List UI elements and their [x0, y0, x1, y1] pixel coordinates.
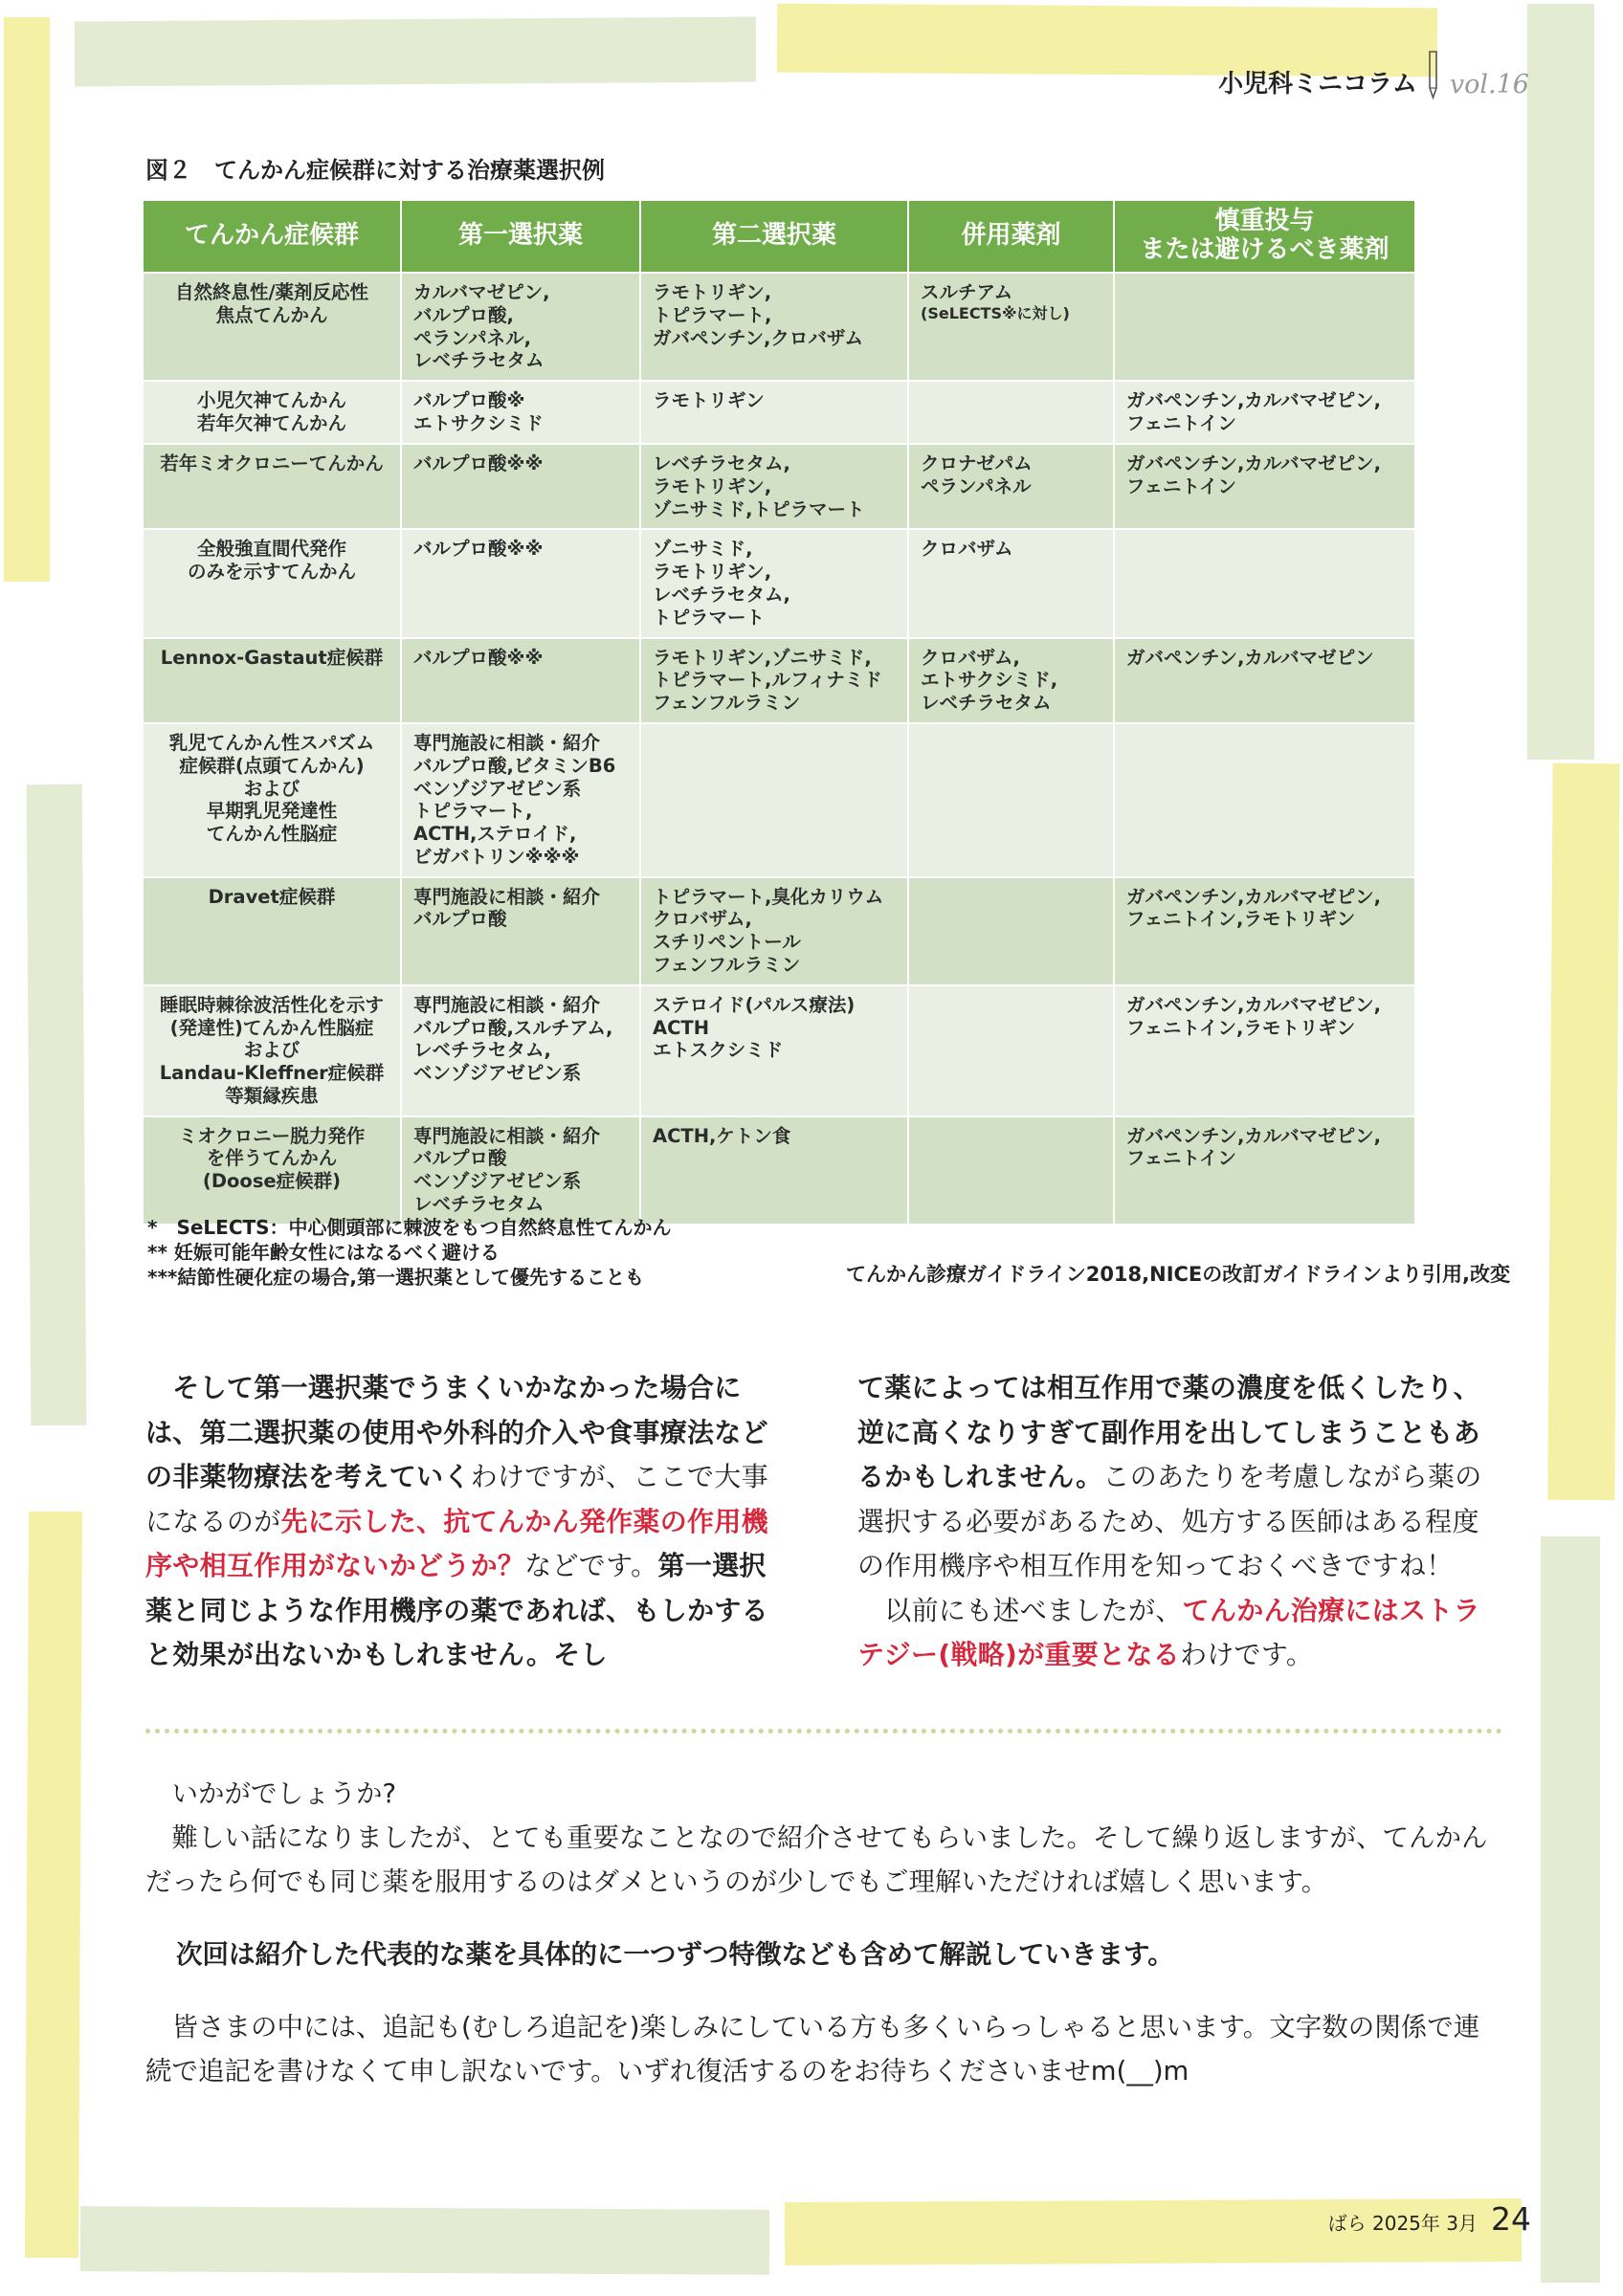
header-first-line: 第一選択薬 [401, 200, 640, 273]
cell-second-line [640, 723, 908, 877]
cell-syndrome: 睡眠時棘徐波活性化を示す (発達性)てんかん性脳症 および Landau-Kleffner症候群 等類縁疾患 [143, 985, 401, 1116]
washi-tape [1547, 763, 1619, 1500]
paragraph: いかがでしょうか? [145, 1778, 397, 1809]
cell-syndrome: 乳児てんかん性スパズム 症候群(点頭てんかん) および 早期乳児発達性 てんかん性脳症 [143, 723, 401, 877]
table-row [143, 877, 1415, 985]
footnote: ***結節性硬化症の場合,第一選択薬として優先することも [147, 1266, 644, 1289]
cell-caution: ガバペンチン,カルバマゼピン, フェニトイン,ラモトリギン [1114, 985, 1415, 1116]
cell-syndrome: 若年ミオクロニーてんかん [143, 444, 401, 529]
paragraph: 皆さまの中には、追記も(むしろ追記を)楽しみにしている方も多くいらっしゃると思います。文字数の関係で連続で追記を書けなくて申し訳ないです。いずれ復活するのをお待ちくださいませm(__)m [145, 2012, 1480, 2086]
cell-caution: ガバペンチン,カルバマゼピン, フェニトイン [1114, 1116, 1415, 1225]
washi-tape [27, 784, 87, 1425]
cell-syndrome: 小児欠神てんかん 若年欠神てんかん [143, 381, 401, 444]
cell-second-line: ラモトリギン,ゾニサミド, トピラマート,ルフィナミド フェンフルラミン [640, 638, 908, 723]
cell-adjunct [908, 381, 1114, 444]
table-row [143, 381, 1415, 444]
cell-adjunct [908, 723, 1114, 877]
cell-caution: ガバペンチン,カルバマゼピン, フェニトイン,ラモトリギン [1114, 877, 1415, 985]
next-issue-note: 次回は紹介した代表的な薬を具体的に一つずつ特徴なども含めて解説していきます。 [176, 1939, 1174, 1970]
washi-tape [75, 17, 756, 87]
cell-second-line: ラモトリギン [640, 381, 908, 444]
cell-second-line: ACTH,ケトン食 [640, 1116, 908, 1225]
washi-tape [80, 2206, 769, 2275]
header-caution: 慎重投与 または避けるべき薬剤 [1114, 200, 1415, 273]
cell-adjunct: クロナゼパム ペランパネル [908, 444, 1114, 529]
pen-icon [1427, 50, 1440, 99]
body-column-right [857, 1366, 1495, 1678]
cell-first-line: バルプロ酸※※ [401, 444, 640, 529]
table-footnotes [147, 1215, 672, 1290]
cell-adjunct: クロバザム, エトサクシミド, レベチラセタム [908, 638, 1114, 723]
cell-syndrome: 全般強直間代発作 のみを示すてんかん [143, 529, 401, 637]
cell-adjunct: クロバザム [908, 529, 1114, 637]
table-row [143, 444, 1415, 529]
dotted-divider [145, 1729, 1502, 1733]
cell-syndrome: 自然終息性/薬剤反応性 焦点てんかん [143, 273, 401, 381]
column-name: 小児科ミニコラム [1218, 70, 1417, 99]
cell-second-line: ゾニサミド, ラモトリギン, レベチラセタム, トピラマート [640, 529, 908, 637]
cell-second-line: トピラマート,臭化カリウム クロバザム, スチリペントール フェンフルラミン [640, 877, 908, 985]
footnote: ** 妊娠可能年齢女性にはなるべく避ける [147, 1241, 500, 1264]
cell-syndrome: ミオクロニー脱力発作 を伴うてんかん (Doose症候群) [143, 1116, 401, 1225]
cell-caution: ガバペンチン,カルバマゼピン, フェニトイン [1114, 444, 1415, 529]
cell-first-line: 専門施設に相談・紹介 バルプロ酸,ビタミンB6 ベンゾジアゼピン系 トピラマート, ACTH,ステロイド, ビガバトリン※※※ [401, 723, 640, 877]
closing-section [145, 1772, 1504, 2093]
cell-adjunct: スルチアム (SeLECTS※に対し) [908, 273, 1114, 381]
cell-caution: ガバペンチン,カルバマゼピン, フェニトイン [1114, 381, 1415, 444]
cell-first-line: 専門施設に相談・紹介 バルプロ酸 ベンゾジアゼピン系 レベチラセタム [401, 1116, 640, 1225]
cell-caution [1114, 529, 1415, 637]
paragraph: て薬によっては相互作用で薬の濃度を低くしたり、逆に高くなりすぎて副作用を出してしまうこともあるかもしれません。このあたりを考慮しながら薬の選択する必要があるため、処方する医師はある程度の作用機序や相互作用を知っておくべきですね！ [857, 1372, 1482, 1581]
table-row [143, 273, 1415, 381]
paragraph: 難しい話になりましたが、とても重要なことなので紹介させてもらいました。そして繰り返しますが、てんかんだったら何でも同じ薬を服用するのはダメというのが少しでもご理解いただければ嬉しく思います。 [145, 1822, 1488, 1897]
cell-adjunct [908, 985, 1114, 1116]
cell-first-line: カルバマゼピン, バルプロ酸, ペランパネル, レベチラセタム [401, 273, 640, 381]
cell-adjunct [908, 1116, 1114, 1225]
cell-second-line: レベチラセタム, ラモトリギン, ゾニサミド,トピラマート [640, 444, 908, 529]
volume-number: vol.16 [1449, 70, 1529, 99]
cell-syndrome: Lennox-Gastaut症候群 [143, 638, 401, 723]
column-header [1218, 50, 1529, 99]
body-column-left [145, 1366, 779, 1678]
header-syndrome: てんかん症候群 [143, 200, 401, 273]
table-header-row [143, 200, 1415, 273]
table-row [143, 1116, 1415, 1225]
magazine-issue: ばら 2025年 3月 [1327, 2212, 1478, 2235]
header-adjunct: 併用薬剤 [908, 200, 1114, 273]
source-citation: てんかん診療ガイドライン2018,NICEの改訂ガイドラインより引用,改変 [845, 1263, 1510, 1286]
table-row [143, 723, 1415, 877]
cell-syndrome: Dravet症候群 [143, 877, 401, 985]
paragraph: そして第一選択薬でうまくいかなかった場合には、第二選択薬の使用や外科的介入や食事療法などの非薬物療法を考えていくわけですが、ここで大事になるのが先に示した、抗てんかん発作薬の作用機序や相互作用がないかどうか？などです。第一選択薬と同じような作用機序の薬であれば、もしかすると効果が出ないかもしれません。そし [145, 1372, 768, 1670]
treatment-table [142, 199, 1416, 1225]
washi-tape [1527, 4, 1594, 760]
cell-caution [1114, 723, 1415, 877]
page-footer [1328, 2200, 1531, 2238]
washi-tape [25, 1512, 82, 2258]
cell-second-line: ラモトリギン, トピラマート, ガバペンチン,クロバザム [640, 273, 908, 381]
washi-tape [1541, 1536, 1600, 2283]
table-row [143, 529, 1415, 637]
washi-tape [4, 17, 50, 582]
cell-second-line: ステロイド(パルス療法) ACTH エトスクシミド [640, 985, 908, 1116]
cell-first-line: バルプロ酸※ エトサクシミド [401, 381, 640, 444]
cell-first-line: 専門施設に相談・紹介 バルプロ酸 [401, 877, 640, 985]
paragraph: 以前にも述べましたが、てんかん治療にはストラテジー(戦略)が重要となるわけです。 [857, 1594, 1480, 1670]
footnote: * SeLECTS：中心側頭部に棘波をもつ自然終息性てんかん [147, 1216, 672, 1239]
cell-first-line: バルプロ酸※※ [401, 638, 640, 723]
cell-caution [1114, 273, 1415, 381]
cell-first-line: 専門施設に相談・紹介 バルプロ酸,スルチアム, レベチラセタム, ベンゾジアゼピン系 [401, 985, 640, 1116]
cell-first-line: バルプロ酸※※ [401, 529, 640, 637]
table-row [143, 638, 1415, 723]
header-second-line: 第二選択薬 [640, 200, 908, 273]
cell-caution: ガバペンチン,カルバマゼピン [1114, 638, 1415, 723]
figure-title: 図２ てんかん症候群に対する治療薬選択例 [145, 157, 605, 184]
page-number: 24 [1491, 2200, 1531, 2238]
table-row [143, 985, 1415, 1116]
cell-adjunct [908, 877, 1114, 985]
